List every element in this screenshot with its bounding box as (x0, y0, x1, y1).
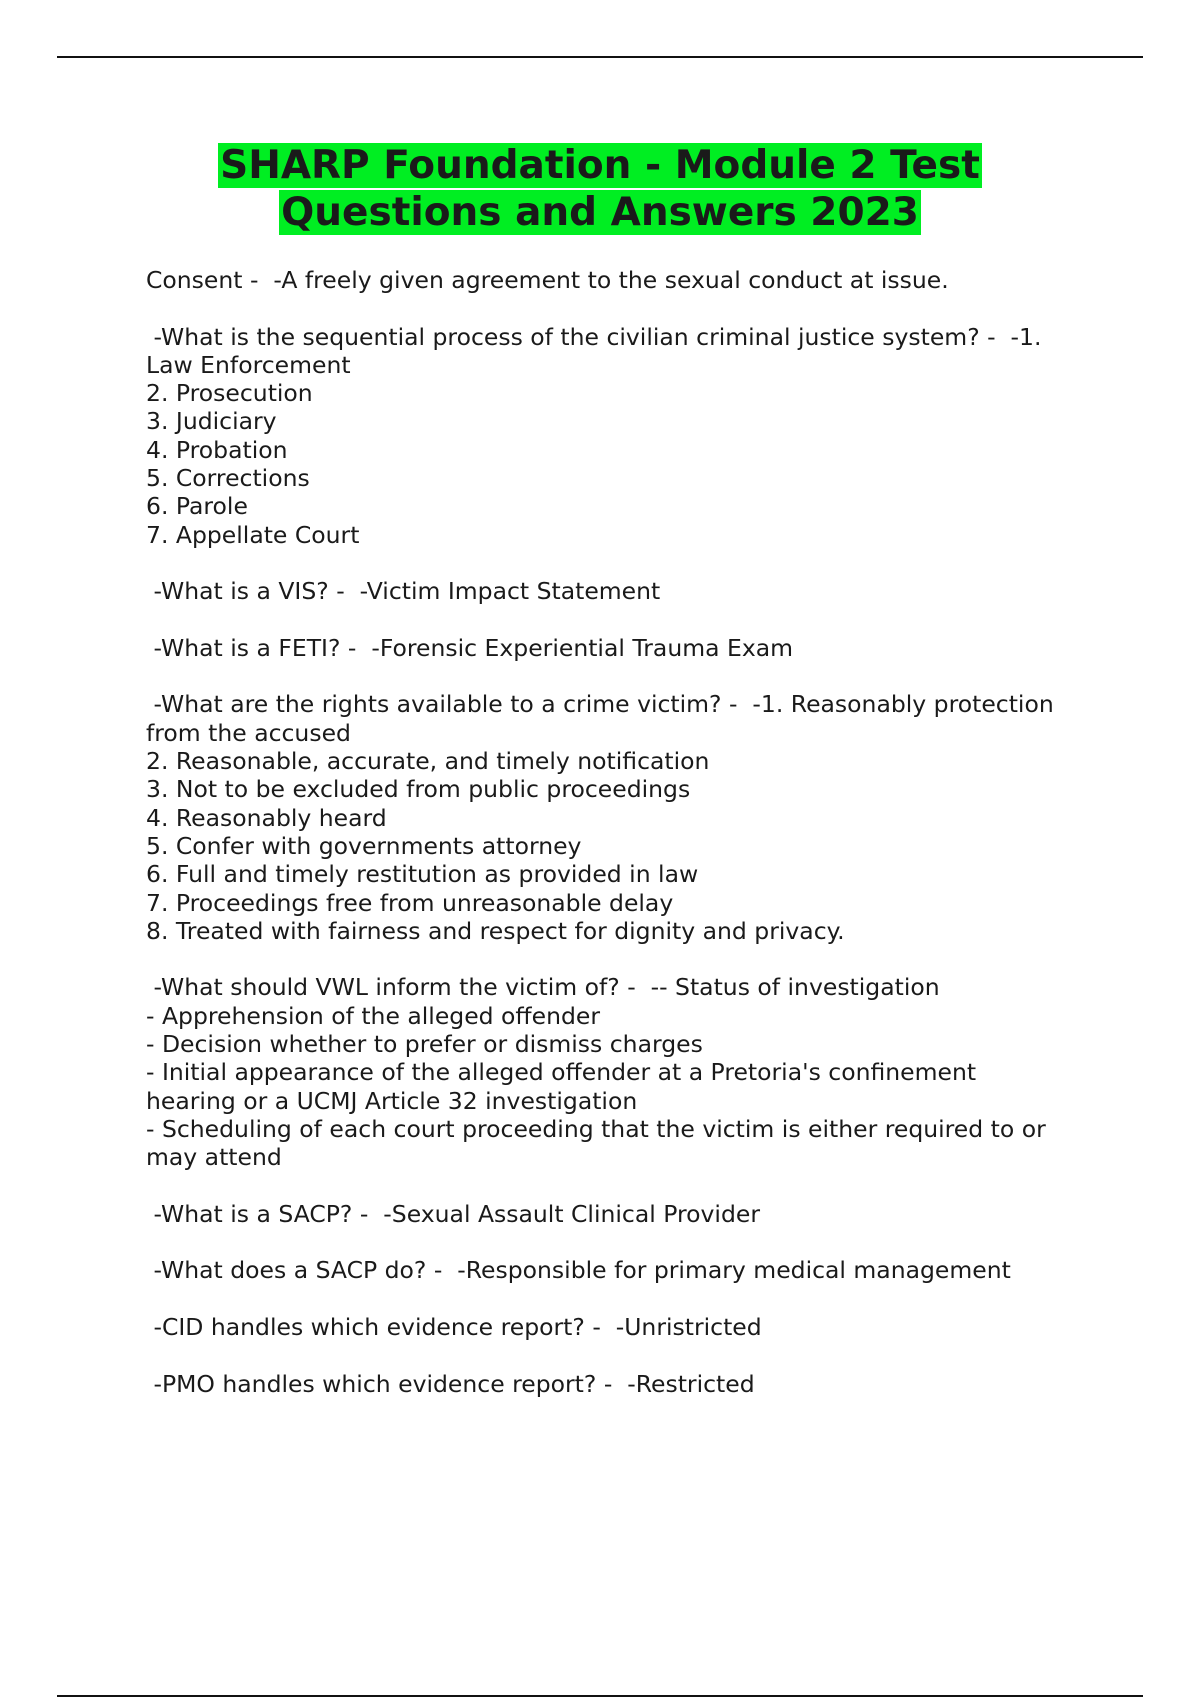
bottom-rule (57, 1695, 1143, 1697)
qa-line: from the accused (146, 718, 351, 747)
qa-content (146, 266, 1086, 1426)
qa-line: -CID handles which evidence report? - -Unristricted (146, 1312, 762, 1341)
title-line-1: SHARP Foundation - Module 2 Test (220, 143, 980, 188)
qa-line: -What should VWL inform the victim of? - -- Status of investigation (146, 973, 940, 1002)
qa-line: 4. Reasonably heard (146, 803, 387, 832)
qa-line: 5. Corrections (146, 464, 310, 493)
qa-line: 7. Proceedings free from unreasonable delay (146, 888, 674, 917)
qa-entry (146, 577, 1086, 605)
qa-entry (146, 1256, 1086, 1284)
qa-line: Law Enforcement (146, 350, 351, 379)
qa-entry (146, 973, 1086, 1171)
qa-line: 5. Confer with governments attorney (146, 831, 582, 860)
qa-line: - Apprehension of the alleged offender (146, 1001, 601, 1030)
qa-line: 6. Full and timely restitution as provided in law (146, 860, 699, 889)
qa-line: -What is a SACP? - -Sexual Assault Clinical Provider (146, 1199, 760, 1228)
qa-line: 6. Parole (146, 492, 248, 521)
qa-entry (146, 690, 1086, 945)
qa-line: - Scheduling of each court proceeding that the victim is either required to or (146, 1114, 1046, 1143)
top-rule (57, 56, 1143, 58)
qa-line: - Initial appearance of the alleged offender at a Pretoria's confinement (146, 1058, 977, 1087)
qa-line: -What is the sequential process of the civilian criminal justice system? - -1. (146, 322, 1042, 351)
qa-line: 4. Probation (146, 435, 288, 464)
qa-entry (146, 1313, 1086, 1341)
qa-line: may attend (146, 1143, 282, 1172)
qa-line: 3. Not to be excluded from public proceedings (146, 775, 691, 804)
qa-entry (146, 266, 1086, 294)
qa-line: 2. Prosecution (146, 379, 313, 408)
qa-entry (146, 634, 1086, 662)
qa-line: 3. Judiciary (146, 407, 277, 436)
qa-line: 7. Appellate Court (146, 520, 360, 549)
qa-line: 2. Reasonable, accurate, and timely notification (146, 747, 710, 776)
qa-line: -What is a VIS? - -Victim Impact Statement (146, 577, 661, 606)
qa-entry (146, 1200, 1086, 1228)
qa-line: -PMO handles which evidence report? - -Restricted (146, 1369, 755, 1398)
title-line-2: Questions and Answers 2023 (281, 190, 919, 235)
qa-entry (146, 323, 1086, 549)
qa-line: -What does a SACP do? - -Responsible for primary medical management (146, 1256, 1011, 1285)
qa-line: -What are the rights available to a crime victim? - -1. Reasonably protection (146, 690, 1054, 719)
qa-line: hearing or a UCMJ Article 32 investigation (146, 1086, 638, 1115)
qa-line: 8. Treated with fairness and respect for dignity and privacy. (146, 916, 845, 945)
qa-entry (146, 1370, 1086, 1398)
document-title (100, 142, 1100, 236)
qa-line: Consent - -A freely given agreement to the sexual conduct at issue. (146, 266, 949, 294)
qa-line: -What is a FETI? - -Forensic Experiential Trauma Exam (146, 633, 794, 662)
qa-line: - Decision whether to prefer or dismiss charges (146, 1030, 703, 1059)
